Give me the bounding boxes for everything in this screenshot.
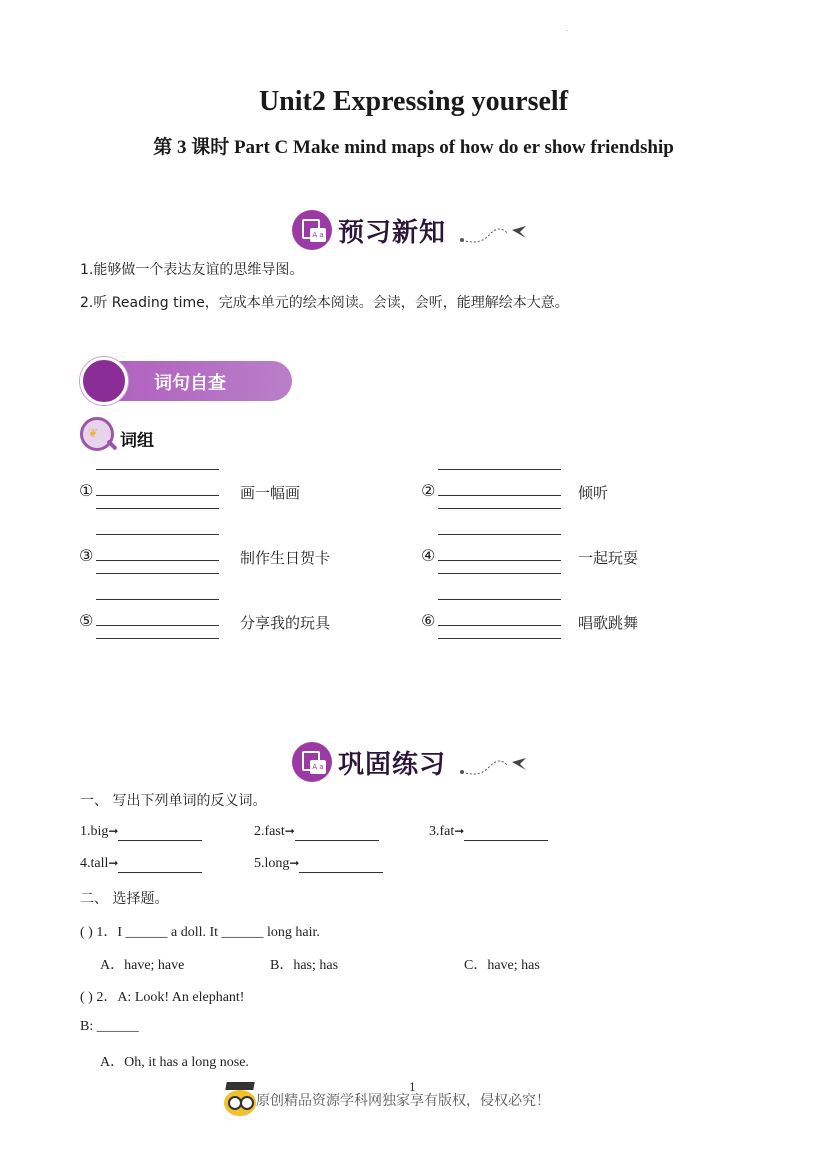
phrase-meaning-4: 一起玩耍 [578, 549, 639, 567]
phrase-answer-line-5[interactable] [96, 625, 219, 626]
phrase-answer-line-4[interactable] [438, 560, 561, 561]
self-check-label: 词句自查 [154, 373, 226, 394]
phrase-line [96, 534, 219, 535]
question-2-option-a[interactable]: A．Oh, it has a long nose. [100, 1055, 249, 1070]
page-title: Unit2 Expressing yourself [258, 86, 569, 117]
phrase-answer-line-3[interactable] [96, 560, 219, 561]
airplane-trail-icon [460, 220, 530, 246]
phrase-line [438, 599, 561, 600]
preview-item-2: 2.听 Reading time，完成本单元的绘本阅读。会读，会听，能理解绘本大意。 [80, 295, 569, 311]
practice-section-heading: 巩固练习 [338, 750, 447, 780]
antonym-item-3 [429, 824, 548, 841]
phrase-answer-line-1[interactable] [96, 495, 219, 496]
phrase-answer-line-2[interactable] [438, 495, 561, 496]
phrase-answer-line-6[interactable] [438, 625, 561, 626]
arrow-icon: ➞ [289, 856, 300, 870]
phrase-line [96, 599, 219, 600]
phrase-meaning-6: 唱歌跳舞 [578, 614, 639, 632]
phrase-number-1: ① [79, 481, 94, 500]
phrase-line [96, 469, 219, 470]
airplane-trail-icon [460, 752, 530, 778]
phrase-meaning-2: 倾听 [578, 484, 609, 502]
question-2-b-line: B: ______ [80, 1019, 139, 1034]
antonym-blank-5[interactable] [299, 856, 383, 873]
question-1-option-c[interactable]: C．have; has [464, 958, 540, 973]
phrase-number-3: ③ [79, 546, 94, 565]
purple-circle-icon [80, 357, 128, 405]
phrase-line [96, 573, 219, 574]
antonym-item-2 [254, 824, 379, 841]
phrase-line [438, 534, 561, 535]
antonym-word-5: 5.long [254, 856, 290, 871]
antonym-item-1 [80, 824, 202, 841]
practice-section-banner [292, 742, 532, 782]
antonym-item-5 [254, 856, 383, 873]
question-1-option-a[interactable]: A．have; have [100, 958, 185, 973]
phrase-meaning-3: 制作生日贺卡 [240, 549, 331, 567]
antonym-blank-2[interactable] [295, 824, 379, 841]
book-icon [292, 210, 332, 250]
phrase-line [438, 638, 561, 639]
antonym-word-3: 3.fat [429, 824, 455, 839]
phrase-line [438, 573, 561, 574]
antonym-blank-1[interactable] [118, 824, 202, 841]
arrow-icon: ➞ [108, 824, 119, 838]
part1-title: 一、 写出下列单词的反义词。 [80, 793, 267, 809]
phrase-meaning-5: 分享我的玩具 [240, 614, 331, 632]
phrase-line [96, 508, 219, 509]
preview-section-banner [292, 210, 532, 250]
question-2-stem: ( ) 2．A: Look! An elephant! [80, 990, 245, 1005]
self-check-banner [80, 357, 292, 405]
phrase-number-5: ⑤ [79, 611, 94, 630]
antonym-item-4 [80, 856, 202, 873]
phrase-number-6: ⑥ [421, 611, 436, 630]
antonym-word-1: 1.big [80, 824, 109, 839]
phrase-number-4: ④ [421, 546, 436, 565]
phrase-line [438, 508, 561, 509]
preview-item-1: 1.能够做一个表达友谊的思维导图。 [80, 262, 304, 278]
footer [222, 1080, 622, 1120]
phrase-line [96, 638, 219, 639]
question-1-stem: ( ) 1．I ______ a doll. It ______ long hair. [80, 925, 320, 940]
part2-title: 二、 选择题。 [80, 891, 169, 907]
phrase-number-2: ② [421, 481, 436, 500]
page-number: 1 [409, 1081, 416, 1094]
copyright-notice: 原创精品资源学科网独家享有版权，侵权必究！ [256, 1093, 550, 1109]
arrow-icon: ➞ [284, 824, 295, 838]
arrow-icon: ➞ [454, 824, 465, 838]
book-icon [292, 742, 332, 782]
question-1-option-b[interactable]: B．has; has [270, 958, 339, 973]
antonym-blank-4[interactable] [118, 856, 202, 873]
page-subtitle: 第 3 课时 Part C Make mind maps of how do er show friendship [153, 137, 674, 158]
antonym-blank-3[interactable] [464, 824, 548, 841]
arrow-icon: ➞ [108, 856, 119, 870]
magnifier-icon: ❦ [80, 417, 120, 457]
antonym-word-2: 2.fast [254, 824, 285, 839]
phrases-label: 词组 [120, 431, 154, 451]
phrase-line [438, 469, 561, 470]
antonym-word-4: 4.tall [80, 856, 109, 871]
phrase-meaning-1: 画一幅画 [240, 484, 301, 502]
top-dot: . [566, 26, 568, 33]
preview-section-heading: 预习新知 [338, 218, 447, 248]
owl-logo-icon [222, 1080, 258, 1116]
